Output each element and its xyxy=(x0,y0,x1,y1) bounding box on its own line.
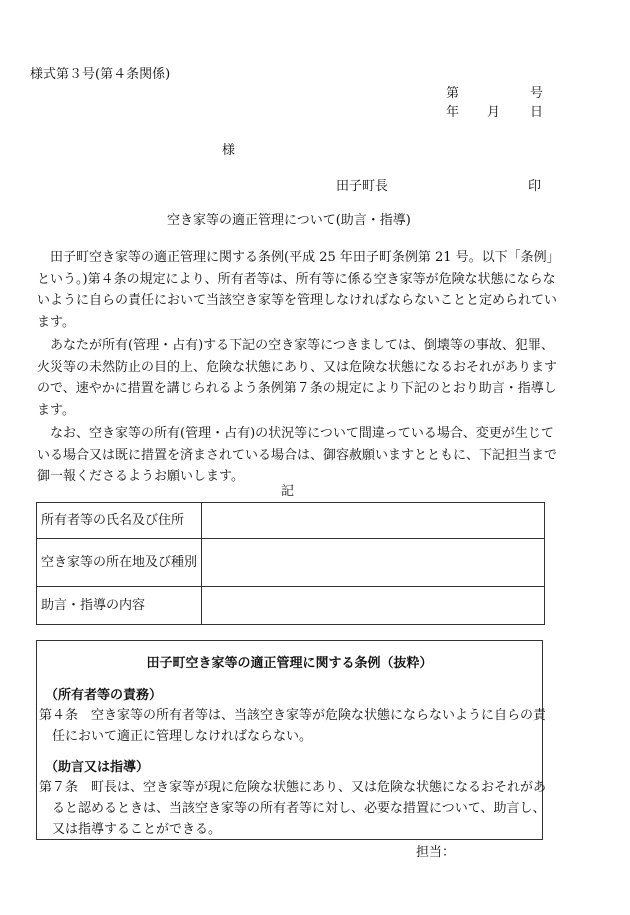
date-month: 月 xyxy=(487,105,501,120)
table-value-advice[interactable] xyxy=(202,587,545,625)
ordinance-excerpt-box xyxy=(36,640,547,840)
table-label-advice: 助言・指導の内容 xyxy=(37,587,202,625)
seal-mark: 印 xyxy=(528,179,542,194)
body-paragraph-2: あなたが所有(管理・占有)する下記の空き家等につきましては、倒壊等の事故、犯罪、火災等の未然防止の目的上、危険な状態にあり、又は危険な状態になるおそれがありますので、速やかに措置を講じられるよう条例第７条の規定により下記のとおり助言・指導します。 xyxy=(37,338,558,418)
document-title: 空き家等の適正管理について(助言・指導) xyxy=(167,213,411,228)
excerpt-article-4: 第４条 空き家等の所有者等は、当該空き家等が危険な状態にならないように自らの責任において適正に管理しなければならない。 xyxy=(39,708,547,744)
contact-label: 担当： xyxy=(416,845,456,860)
table-label-location: 空き家等の所在地及び種別 xyxy=(37,539,202,587)
date-day: 日 xyxy=(530,105,544,120)
table-value-owner[interactable] xyxy=(202,503,545,539)
body-paragraph-3: なお、空き家等の所有(管理・占有)の状況等について間違っている場合、変更が生じている場合又は既に措置を済まされている場合は、御容赦願いますとともに、下記担当まで御一報くださるようお願いします。 xyxy=(37,426,558,484)
ki-label: 記 xyxy=(281,484,295,499)
excerpt-heading-article-4: （所有者等の責務） xyxy=(45,688,163,703)
table-row xyxy=(37,539,545,587)
form-number: 様式第３号(第４条関係) xyxy=(30,67,171,82)
details-table xyxy=(36,502,545,625)
sender-title: 田子町長 xyxy=(336,179,389,194)
date-year: 年 xyxy=(446,105,460,120)
addressee-suffix: 様 xyxy=(222,143,236,158)
excerpt-heading-article-7: （助言又は指導） xyxy=(45,760,150,775)
table-value-location[interactable] xyxy=(202,539,545,587)
doc-number-suffix: 号 xyxy=(530,86,544,101)
doc-number-prefix: 第 xyxy=(446,86,460,101)
table-row xyxy=(37,587,545,625)
table-label-owner: 所有者等の氏名及び住所 xyxy=(37,503,202,539)
body-paragraph-1: 田子町空き家等の適正管理に関する条例(平成 25 年田子町条例第 21 号。以下「条例」という。)第４条の規定により、所有者等は、所有等に係る空き家等が危険な状態にならないように自らの責任において当該空き家等を管理しなければならないことと定められています。 xyxy=(37,250,558,330)
table-row xyxy=(37,503,545,539)
excerpt-article-7: 第７条 町長は、空き家等が現に危険な状態にあり、又は危険な状態になるおそれがあると認めるときは、当該空き家等の所有者等に対し、必要な措置について、助言し、又は指導することができる。 xyxy=(39,780,547,837)
excerpt-title: 田子町空き家等の適正管理に関する条例（抜粋） xyxy=(146,656,433,671)
